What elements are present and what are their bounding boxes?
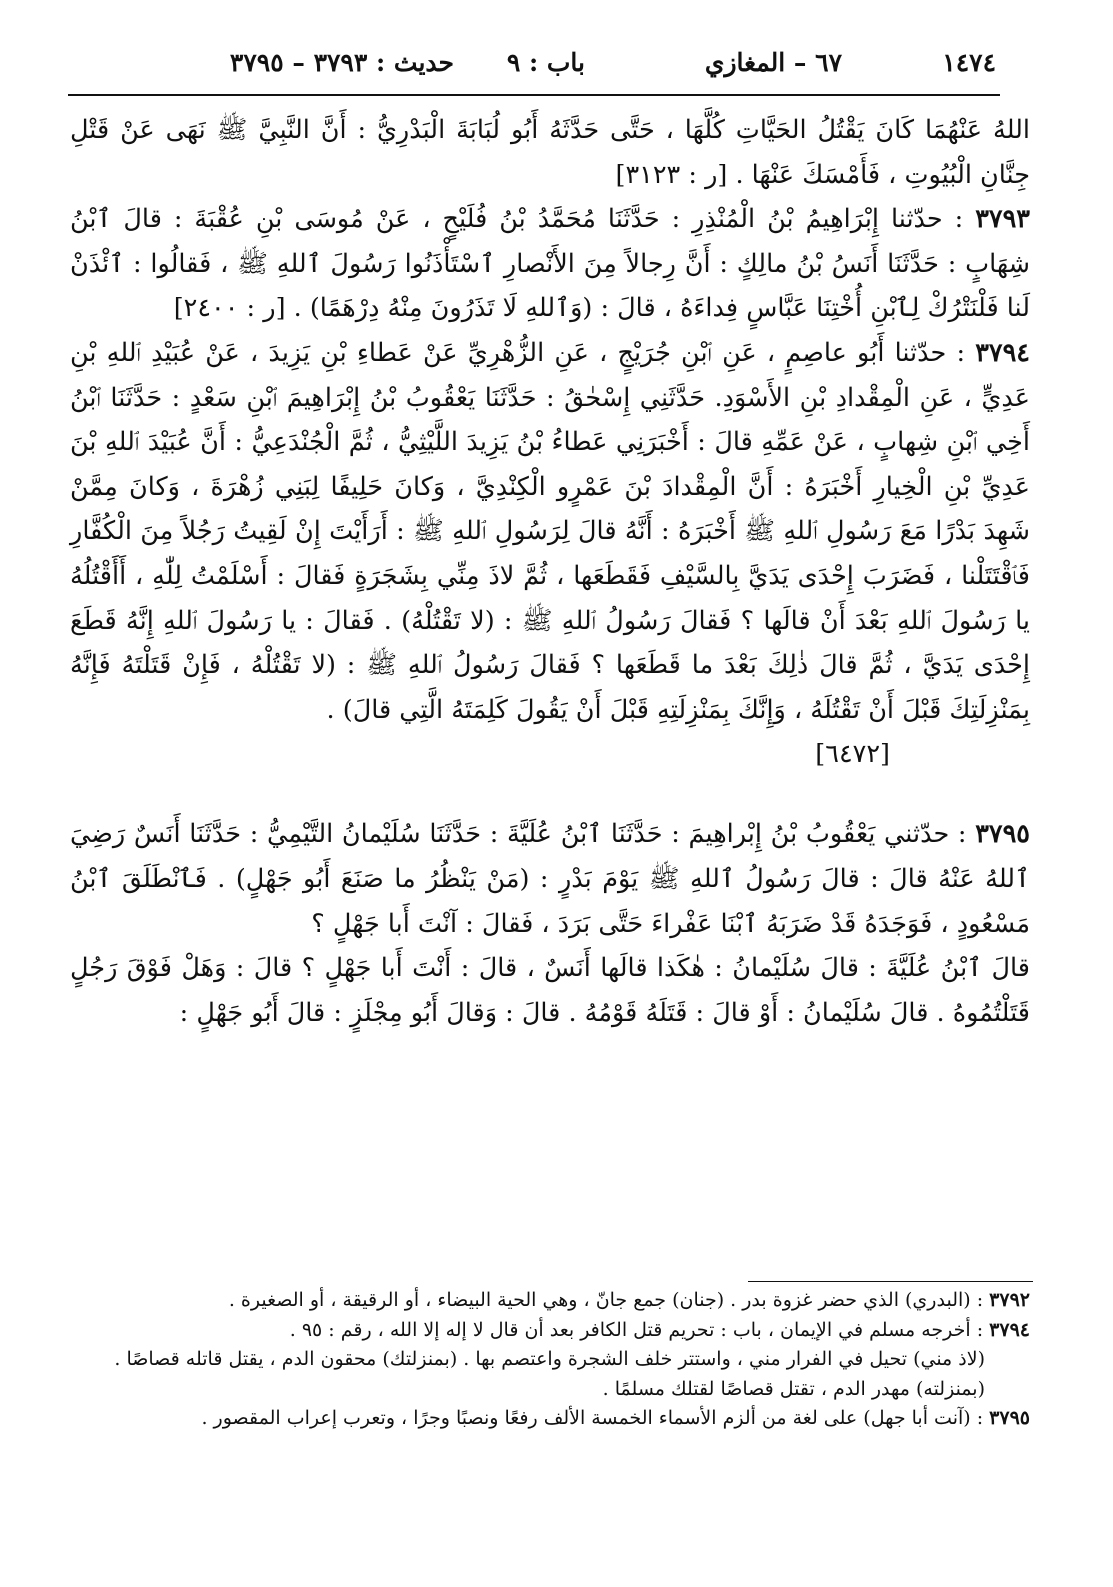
hadith-3793 [70,197,1030,331]
footnote-number: ٣٧٩٥ [989,1407,1030,1429]
hadith-text: قالَ ٱبْنُ عُلَيَّةَ : قالَ سُلَيْمانُ : هٰكَذا قالَها أَنَسٌ ، قالَ : أَنْتَ أَبا جَهْلٍ ؟ قالَ : وَهَلْ فَوْقَ رَجُلٍ قَتَلْتُمُوهُ . قالَ سُلَيْمانُ : أَوْ قالَ : قَتَلَهُ قَوْمُهُ . قالَ : وَقالَ أَبُو مِجْلَزٍ : قالَ أَبُو جَهْلٍ : [70,953,1030,1028]
chapter-title: ٦٧ – المغازي [704,48,842,77]
footnote-text: : (آنت أبا جهل) على لغة من ألزم الأسماء الخمسة الألف رفعًا ونصبًا وجرًا ، وتعرب إعراب المقصور . [201,1407,984,1429]
hadith-3795 [70,812,1030,946]
footnote-text: : أخرجه مسلم في الإيمان ، باب : تحريم قتل الكافر بعد أن قال لا إله إلا الله ، رقم : ٩٥ . [289,1318,984,1341]
page-number: ١٤٧٤ [942,48,996,77]
hadith-text: : حدّثنا إِبْرَاهِيمُ بْنُ الْمُنْذِرِ : حَدَّثَنَا مُحَمَّدُ بْنُ فُلَيْحٍ ، عَنْ مُوسَى بْنِ عُقْبَةَ : قالَ ٱبْنُ شِهَابٍ : حَدَّثَنَا أَنَسُ بْنُ مالِكٍ : أَنَّ رِجالاً مِنَ الأَنْصارِ ٱسْتَأْذَنُوا رَسُولَ ٱللهِ ﷺ ، فَقالُوا : ٱئْذَنْ لَنا فَلْنَتْرُكْ لِٱبْنِ أُخْتِنَا عَبَّاسٍ فِداءَهُ ، قالَ : (وَٱللهِ لَا تَذَرُونَ مِنْهُ دِرْهَمًا) . [70,204,1030,324]
hadith-3795-continued [70,946,1030,1035]
footnote-number: ٣٧٩٤ [989,1318,1030,1341]
hadith-3794-ref-line [70,732,1030,812]
footnotes [70,1286,1030,1434]
cross-reference: [٦٤٧٢] [815,739,890,770]
hadith-range: حديث : ٣٧٩٣ – ٣٧٩٥ [229,48,454,77]
footnote-divider [748,1281,1033,1282]
hadith-number: ٣٧٩٣ [975,204,1031,235]
footnote [70,1316,1030,1346]
main-text [70,108,1030,1035]
running-header [68,42,1000,96]
cross-reference: [ر : ٣١٢٣] [615,159,728,190]
cross-reference: [ر : ٢٤٠٠] [173,293,286,324]
hadith-number: ٣٧٩٤ [975,337,1031,368]
hadith-text: اللهُ عَنْهُمَا كَانَ يَقْتُلُ الحَيَّاتِ كُلَّهَا ، حَتَّى حَدَّثَهُ أَبُو لُبَابَةَ الْبَدْرِيُّ : أَنَّ النَّبِيَّ ﷺ نَهَى عَنْ قَتْلِ جِنَّانِ الْبُيُوتِ ، فَأَمْسَكَ عَنْهَا . [70,115,1030,190]
hadith-text: : حدّثني يَعْقُوبُ بْنُ إِبْراهِيمَ : حَدَّثَنَا ٱبْنُ عُلَيَّةَ : حَدَّثَنَا سُلَيْمانُ التَّيْمِيُّ : حَدَّثَنَا أَنَسٌ رَضِيَ ٱللهُ عَنْهُ قالَ : قالَ رَسُولُ ٱللهِ ﷺ يَوْمَ بَدْرٍ : (مَنْ يَنْظُرُ ما صَنَعَ أَبُو جَهْلٍ) . فَٱنْطَلَقَ ٱبْنُ مَسْعُودٍ ، فَوَجَدَهُ قَدْ ضَرَبَهُ ٱبْنَا عَفْراءَ حَتَّى بَرَدَ ، فَقالَ : آنْتَ أَبا جَهْلٍ ؟ [70,819,1030,939]
bab-label: باب : ٩ [506,48,585,77]
footnote [70,1345,1030,1404]
footnote [70,1286,1030,1316]
footnote [70,1404,1030,1434]
footnote-text: : (البدري) الذي حضر غزوة بدر . (جنان) جمع جانّ ، وهي الحية البيضاء ، أو الرقيقة ، أو الصغيرة . [228,1289,984,1311]
footnote-text: (لاذ مني) تحيل في الفرار مني ، واستتر خلف الشجرة واعتصم بها . (بمنزلتك) محقون الدم ، يقتل قاتله قصاصًا . (بمنزلته) مهدر الدم ، تقتل قصاصًا لقتلك مسلمًا . [114,1348,985,1400]
hadith-3794 [70,331,1030,732]
hadith-text: : حدّثنا أَبُو عاصِمٍ ، عَنِ ٱبْنِ جُرَيْجٍ ، عَنِ الزُّهْرِيِّ عَنْ عَطاءِ بْنِ يَزِيدَ ، عَنْ عُبَيْدِ ٱللهِ بْنِ عَدِيٍّ ، عَنِ الْمِقْدادِ بْنِ الأَسْوَدِ. حَدَّثَنِي إِسْحٰقُ : حَدَّثَنَا يَعْقُوبُ بْنُ إِبْرَاهِيمَ ٱبْنِ سَعْدٍ : حَدَّثَنَا ٱبْنُ أَخِي ٱبْنِ شِهابٍ ، عَنْ عَمِّهِ قالَ : أَخْبَرَنِي عَطاءُ بْنُ يَزِيدَ اللَّيْثِيُّ ، ثُمَّ الْجُنْدَعِيُّ : أَنَّ عُبَيْدَ ٱللهِ بْنَ عَدِيِّ بْنِ الْخِيارِ أَخْبَرَهُ : أَنَّ الْمِقْدادَ بْنَ عَمْرٍو الْكِنْدِيَّ ، وَكانَ حَلِيفًا لِبَنِي زُهْرَةَ ، وَكانَ مِمَّنْ شَهِدَ بَدْرًا مَعَ رَسُولِ ٱللهِ ﷺ أَخْبَرَهُ : أَنَّهُ قالَ لِرَسُولِ ٱللهِ ﷺ : أَرَأَيْتَ إِنْ لَقِيتُ رَجُلاً مِنَ الْكُفَّارِ فَٱقْتَتَلْنا ، فَضَرَبَ إِحْدَى يَدَيَّ بِالسَّيْفِ فَقَطَعَها ، ثُمَّ لاذَ مِنِّي بِشَجَرَةٍ فَقالَ : أَسْلَمْتُ لِلّٰهِ ، أَأَقْتُلُهُ يا رَسُولَ ٱللهِ بَعْدَ أَنْ قالَها ؟ فَقالَ رَسُولُ ٱللهِ ﷺ : (لا تَقْتُلْهُ) . فَقالَ : يا رَسُولَ ٱللهِ إِنَّهُ قَطَعَ إِحْدَى يَدَيَّ ، ثُمَّ قالَ ذٰلِكَ بَعْدَ ما قَطَعَها ؟ فَقالَ رَسُولُ ٱللهِ ﷺ : (لا تَقْتُلْهُ ، فَإِنْ قَتَلْتَهُ فَإِنَّهُ بِمَنْزِلَتِكَ قَبْلَ أَنْ تَقْتُلَهُ ، وَإِنَّكَ بِمَنْزِلَتِهِ قَبْلَ أَنْ يَقُولَ كَلِمَتَهُ الَّتِي قالَ) . [70,337,1030,725]
footnote-number: ٣٧٩٢ [989,1289,1030,1311]
hadith-number: ٣٧٩٥ [975,819,1031,850]
hadith-3792-continuation [70,108,1030,197]
